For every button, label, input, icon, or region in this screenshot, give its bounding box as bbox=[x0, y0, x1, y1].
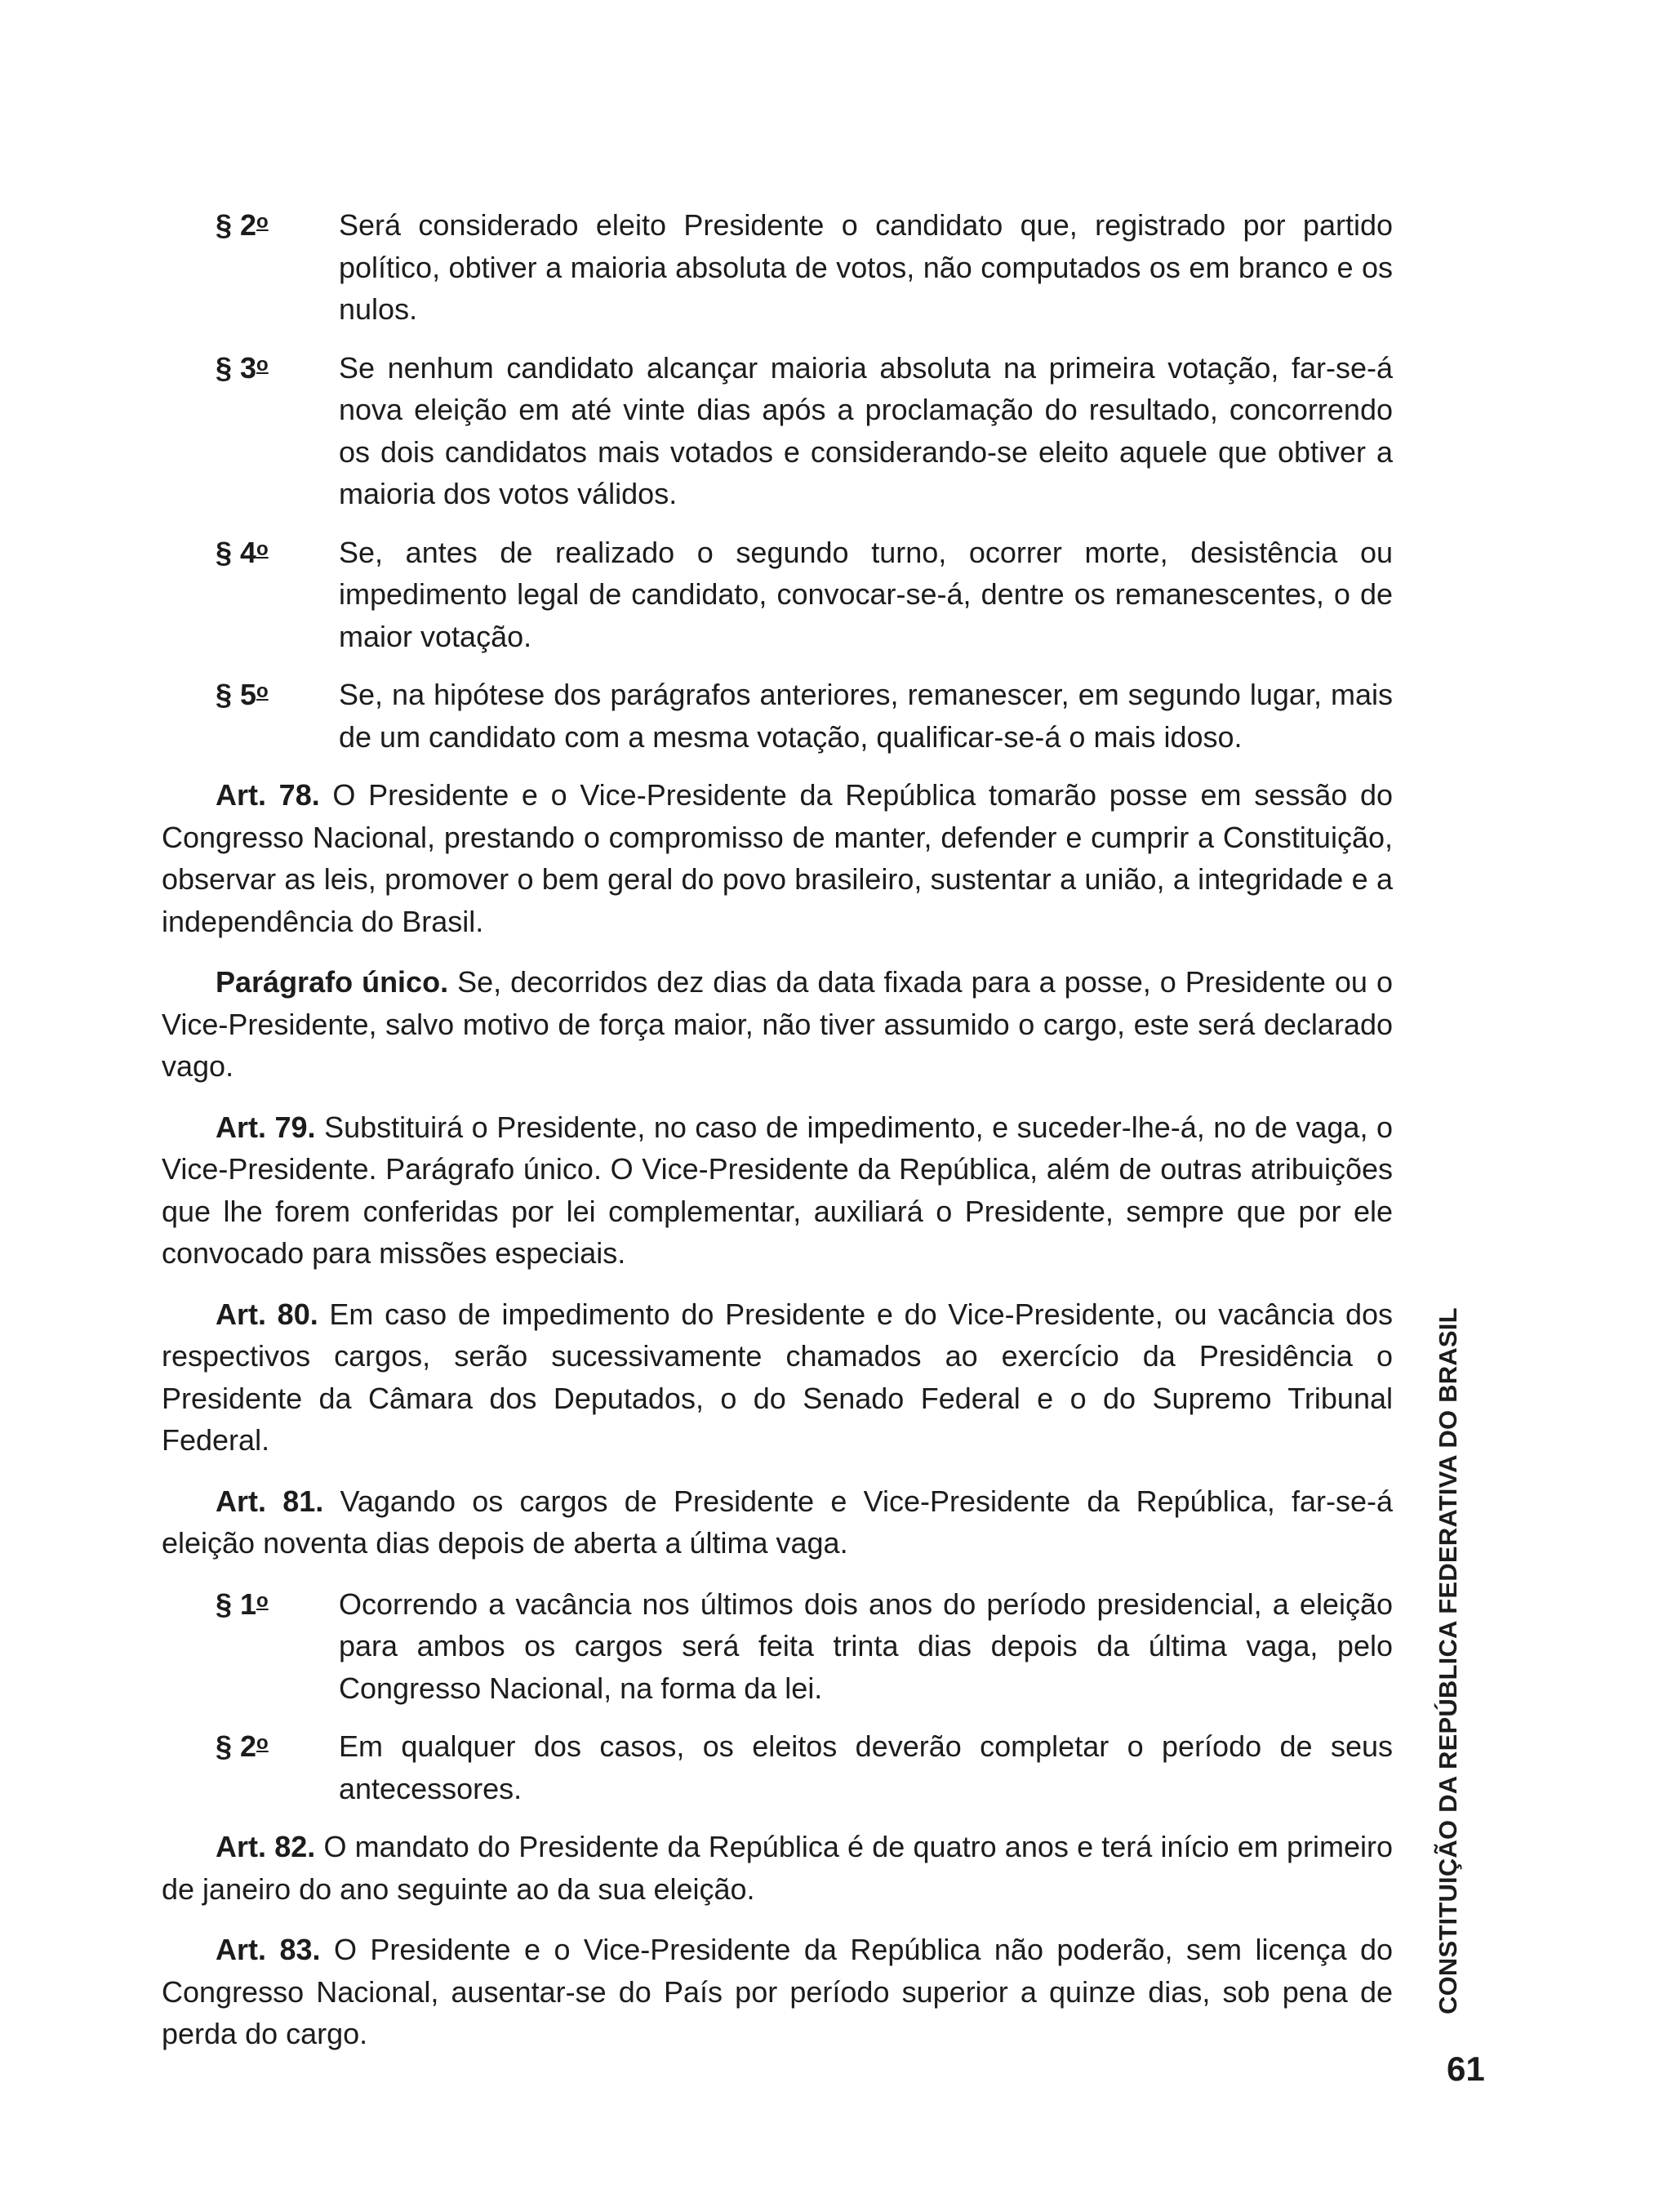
paragraph-5 bbox=[162, 674, 1393, 758]
article-78 bbox=[162, 774, 1393, 942]
paragraph-number: § 3$^o$ bbox=[216, 350, 269, 385]
article-label: Art. 78. bbox=[216, 778, 320, 812]
article-83 bbox=[162, 1929, 1393, 2055]
article-79 bbox=[162, 1106, 1393, 1275]
article-label: Art. 79. bbox=[216, 1110, 316, 1144]
article-text: Vagando os cargos de Presidente e Vice-Presidente da República, far-se-á eleição noventa dias depois de aberta a última vaga. bbox=[162, 1484, 1393, 1560]
article-82 bbox=[162, 1826, 1393, 1910]
article-label: Art. 83. bbox=[216, 1933, 321, 1966]
article-81-paragraph-2 bbox=[162, 1725, 1393, 1809]
paragraph-text: Se, antes de realizado o segundo turno, ocorrer morte, desistência ou impedimento legal de candidato, convocar-se-á, dentre os remanescentes, o de maior votação. bbox=[339, 535, 1393, 653]
article-text: O mandato do Presidente da República é de quatro anos e terá início em primeiro de janeiro do ano seguinte ao da sua eleição. bbox=[162, 1830, 1393, 1906]
paragraph-4 bbox=[162, 532, 1393, 658]
paragraph-text: Será considerado eleito Presidente o candidato que, registrado por partido político, obtiver a maioria absoluta de votos, não computados os em branco e os nulos. bbox=[339, 208, 1393, 326]
article-label: Art. 82. bbox=[216, 1830, 316, 1863]
article-text: Substituirá o Presidente, no caso de impedimento, e suceder-lhe-á, no de vaga, o Vice-Presidente. Parágrafo único. O Vice-Presidente da República, além de outras atribuições que lhe forem conferidas por lei complementar, auxiliará o Presidente, sempre que por ele convocado para missões especiais. bbox=[162, 1110, 1393, 1270]
page-number: 61 bbox=[1447, 2050, 1485, 2088]
article-label: Parágrafo único. bbox=[216, 965, 449, 999]
document-body bbox=[162, 204, 1393, 2074]
paragraph-text: Se, na hipótese dos parágrafos anteriores, remanescer, em segundo lugar, mais de um candidato com a mesma votação, qualificar-se-á o mais idoso. bbox=[339, 678, 1393, 754]
paragraph-2 bbox=[162, 204, 1393, 331]
article-label: Art. 81. bbox=[216, 1484, 324, 1518]
paragraph-3 bbox=[162, 347, 1393, 515]
article-text: O Presidente e o Vice-Presidente da República tomarão posse em sessão do Congresso Nacional, prestando o compromisso de manter, defender e cumprir a Constituição, observar as leis, promover o bem geral do povo brasileiro, sustentar a união, a integridade e a independência do Brasil. bbox=[162, 778, 1393, 938]
vertical-running-title: CONSTITUIÇÃO DA REPÚBLICA FEDERATIVA DO BRASIL bbox=[1434, 1307, 1462, 2014]
paragraph-number: § 5$^o$ bbox=[216, 678, 269, 711]
paragraph-text: Ocorrendo a vacância nos últimos dois anos do período presidencial, a eleição para ambos os cargos será feita trinta dias depois da última vaga, pelo Congresso Nacional, na forma da lei. bbox=[339, 1587, 1393, 1705]
article-78-sole-paragraph bbox=[162, 961, 1393, 1088]
paragraph-number: § 1$^o$ bbox=[216, 1587, 269, 1621]
paragraph-number: § 2$^o$ bbox=[216, 1729, 269, 1763]
article-text: Se, decorridos dez dias da data fixada para a posse, o Presidente ou o Vice-Presidente, salvo motivo de força maior, não tiver assumido o cargo, este será declarado vago. bbox=[162, 965, 1393, 1083]
article-80 bbox=[162, 1293, 1393, 1462]
article-label: Art. 80. bbox=[216, 1297, 318, 1331]
paragraph-number: § 2$^o$ bbox=[216, 208, 269, 242]
paragraph-text: Se nenhum candidato alcançar maioria absoluta na primeira votação, far-se-á nova eleição em até vinte dias após a proclamação do resultado, concorrendo os dois candidatos mais votados e considerando-se eleito aquele que obtiver a maioria dos votos válidos. bbox=[339, 350, 1393, 510]
article-text: O Presidente e o Vice-Presidente da República não poderão, sem licença do Congresso Nacional, ausentar-se do País por período superior a quinze dias, sob pena de perda do cargo. bbox=[162, 1933, 1394, 2050]
article-81-paragraph-1 bbox=[162, 1583, 1393, 1710]
article-81 bbox=[162, 1480, 1393, 1564]
article-text: Em caso de impedimento do Presidente e do Vice-Presidente, ou vacância dos respectivos cargos, serão sucessivamente chamados ao exercício da Presidência o Presidente da Câmara dos Deputados, o do Senado Federal e o do Supremo Tribunal Federal. bbox=[162, 1297, 1394, 1457]
paragraph-text: Em qualquer dos casos, os eleitos deverão completar o período de seus antecessores. bbox=[339, 1729, 1393, 1805]
paragraph-number: § 4$^o$ bbox=[216, 535, 269, 569]
